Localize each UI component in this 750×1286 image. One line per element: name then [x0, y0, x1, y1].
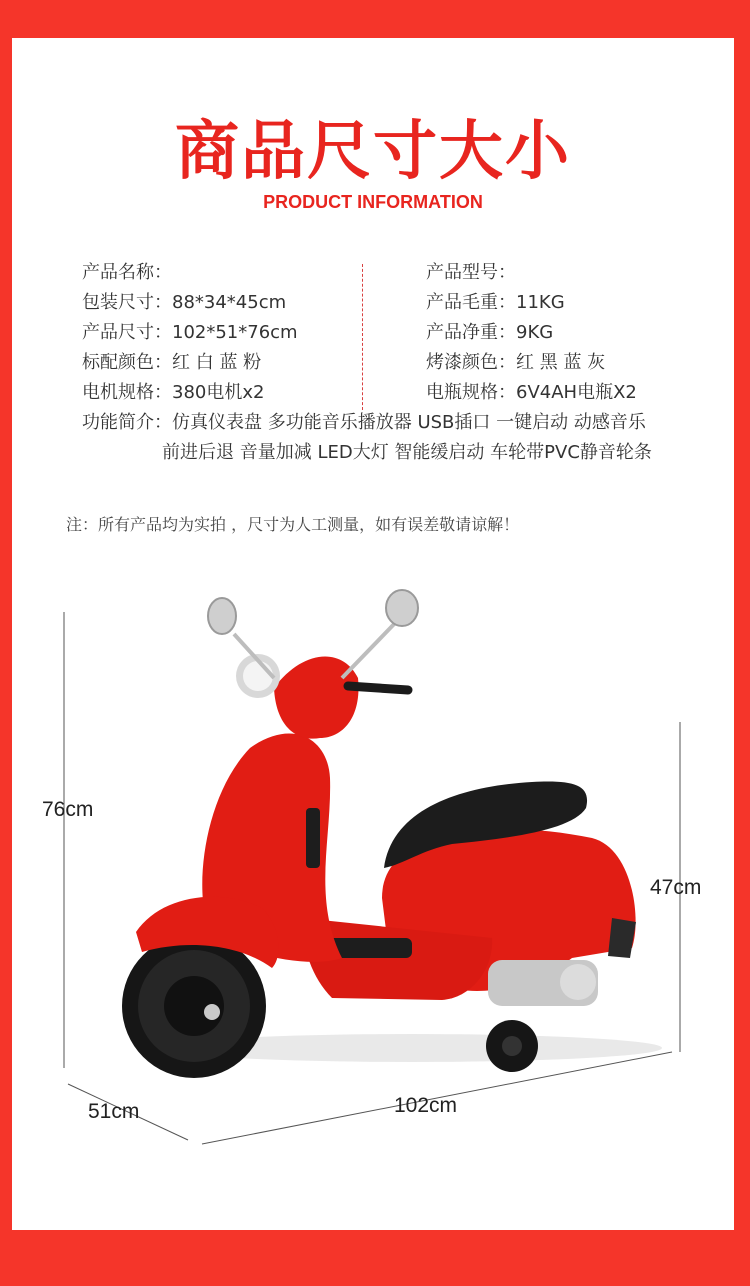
spec-motor: 电机规格：380电机x2: [82, 382, 265, 403]
spec-product-name: 产品名称：: [82, 262, 172, 283]
length-dimension-label: 102cm: [394, 1094, 458, 1117]
features-line-1: 功能简介：仿真仪表盘 多功能音乐播放器 USB插口 一键启动 动感音乐: [82, 412, 646, 433]
spec-standard-colors: 标配颜色：红 白 蓝 粉: [82, 352, 262, 373]
height-dimension-label: 76cm: [42, 798, 94, 821]
spec-battery: 电瓶规格：6V4AH电瓶X2: [426, 382, 637, 403]
features-line-2: 前进后退 音量加减 LED大灯 智能缓启动 车轮带PVC静音轮条: [162, 442, 652, 463]
seat-height-dimension-label: 47cm: [650, 876, 702, 899]
front-wheel: [122, 934, 266, 1078]
spec-gross-weight: 产品毛重：11KG: [426, 292, 565, 313]
front-vent: [306, 808, 320, 868]
handlebar-grip: [348, 686, 408, 690]
tail-light: [608, 918, 636, 958]
scooter-illustration: [12, 38, 734, 1230]
right-mirror: [342, 590, 418, 678]
steering-column: [274, 656, 359, 738]
spec-package-size: 包装尺寸：88*34*45cm: [82, 292, 287, 313]
motor-cap: [560, 964, 596, 1000]
page-title: 商品尺寸大小: [175, 115, 571, 189]
spec-product-size: 产品尺寸：102*51*76cm: [82, 322, 298, 343]
content-panel: [12, 38, 734, 1230]
page-subtitle: PRODUCT INFORMATION: [263, 192, 483, 212]
disclaimer-note: 注：所有产品均为实拍 ，尺寸为人工测量，如有误差敬请谅解！: [66, 515, 520, 534]
width-dimension-label: 51cm: [88, 1100, 140, 1123]
spec-model: 产品型号：: [426, 262, 516, 283]
training-wheel: [486, 1020, 538, 1072]
spec-net-weight: 产品净重：9KG: [426, 322, 554, 343]
spec-paint-colors: 烤漆颜色：红 黑 蓝 灰: [426, 352, 606, 373]
